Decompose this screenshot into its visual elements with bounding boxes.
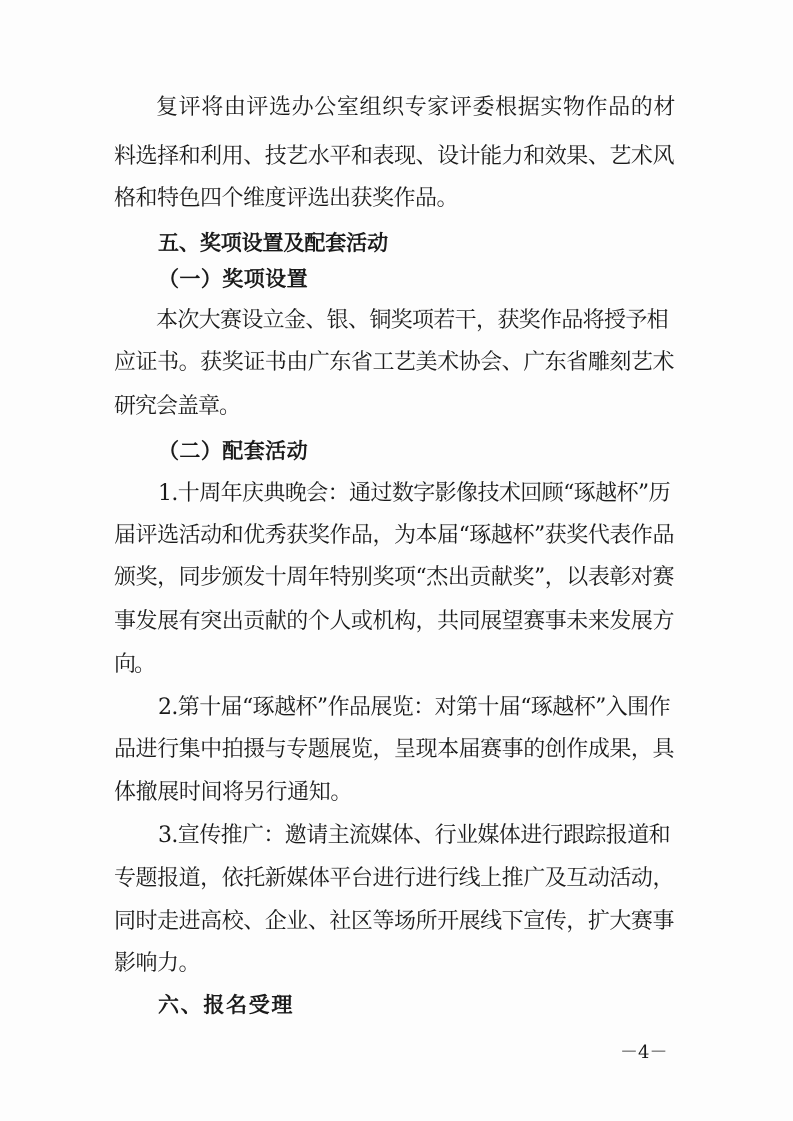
body-line: 专题报道，依托新媒体平台进行进行线上推广及互动活动， xyxy=(114,866,674,891)
body-line: 事发展有突出贡献的个人或机构，共同展望赛事未来发展方 xyxy=(114,609,674,634)
body-line: 体撤展时间将另行通知。 xyxy=(114,780,352,805)
body-line: 影响力。 xyxy=(114,951,200,976)
page-number: －4－ xyxy=(620,1042,668,1063)
body-line: 向。 xyxy=(114,652,154,677)
body-line: 本次大赛设立金、银、铜奖项若干，获奖作品将授予相 xyxy=(156,308,668,333)
section-heading: 六、报名受理 xyxy=(158,993,294,1017)
subsection-heading: （二）配套活动 xyxy=(158,438,308,463)
body-line: 3.宣传推广：邀请主流媒体、行业媒体进行跟踪报道和 xyxy=(158,823,670,848)
body-line: 同时走进高校、企业、社区等场所开展线下宣传，扩大赛事 xyxy=(114,909,674,934)
body-line: 颁奖，同步颁发十周年特别奖项“杰出贡献奖”，以表彰对赛 xyxy=(114,565,674,590)
body-line: 研究会盖章。 xyxy=(114,394,240,419)
section-heading: 五、奖项设置及配套活动 xyxy=(158,231,388,255)
body-line: 2.第十届“琢越杯”作品展览：对第十届“琢越杯”入围作 xyxy=(158,695,670,720)
body-line: 格和特色四个维度评选出获奖作品。 xyxy=(114,186,458,211)
body-line: 品进行集中拍摄与专题展览，呈现本届赛事的创作成果，具 xyxy=(114,737,674,762)
body-line: 1.十周年庆典晚会：通过数字影像技术回顾“琢越杯”历 xyxy=(158,481,670,506)
subsection-heading: （一）奖项设置 xyxy=(158,266,308,291)
body-line: 届评选活动和优秀获奖作品，为本届“琢越杯”获奖代表作品 xyxy=(114,523,674,548)
body-line: 复评将由评选办公室组织专家评委根据实物作品的材 xyxy=(156,95,676,120)
body-line: 应证书。获奖证书由广东省工艺美术协会、广东省雕刻艺术 xyxy=(114,350,674,375)
body-line: 料选择和利用、技艺水平和表现、设计能力和效果、艺术风 xyxy=(114,144,674,169)
